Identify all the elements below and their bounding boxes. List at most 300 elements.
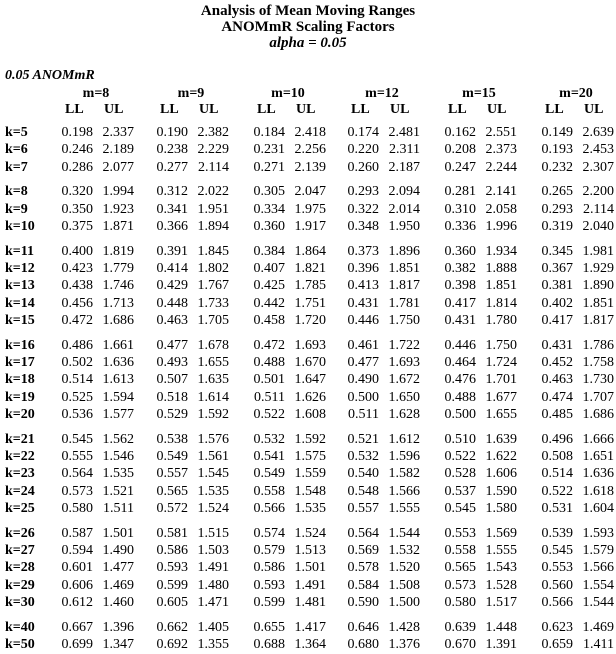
ul-cell: 2.077 bbox=[102, 159, 134, 175]
ll-cell: 0.286 bbox=[61, 159, 93, 175]
sub-header-ul: UL bbox=[390, 102, 410, 117]
ul-cell: 1.576 bbox=[197, 431, 229, 447]
ll-cell: 0.548 bbox=[347, 483, 379, 499]
ul-cell: 1.730 bbox=[582, 372, 614, 388]
ul-cell: 1.618 bbox=[582, 483, 614, 499]
ul-cell: 1.929 bbox=[582, 261, 614, 277]
ul-cell: 1.501 bbox=[102, 525, 134, 541]
ll-cell: 0.375 bbox=[61, 219, 93, 234]
ll-cell: 0.606 bbox=[61, 577, 93, 593]
table-row bbox=[0, 543, 616, 560]
ul-cell: 1.612 bbox=[388, 431, 420, 447]
ll-cell: 0.569 bbox=[347, 543, 379, 559]
ul-cell: 1.817 bbox=[582, 313, 614, 328]
ll-cell: 0.345 bbox=[541, 243, 573, 259]
ul-cell: 1.655 bbox=[485, 407, 517, 422]
ul-cell: 1.469 bbox=[582, 619, 614, 635]
ul-cell: 1.975 bbox=[294, 201, 326, 217]
section-label: 0.05 ANOMmR bbox=[5, 68, 95, 83]
ul-cell: 2.481 bbox=[388, 125, 420, 140]
ll-cell: 0.472 bbox=[253, 337, 285, 353]
row-label: k=6 bbox=[5, 142, 28, 158]
column-header: m=15 bbox=[462, 86, 496, 101]
ul-cell: 1.750 bbox=[388, 313, 420, 328]
ll-cell: 0.265 bbox=[541, 184, 573, 200]
ll-cell: 0.538 bbox=[156, 431, 188, 447]
ul-cell: 1.636 bbox=[582, 466, 614, 482]
ll-cell: 0.581 bbox=[156, 525, 188, 541]
ul-cell: 2.229 bbox=[197, 142, 229, 158]
ll-cell: 0.476 bbox=[444, 372, 476, 388]
ul-cell: 1.713 bbox=[102, 295, 134, 311]
ll-cell: 0.350 bbox=[61, 201, 93, 217]
ul-cell: 1.515 bbox=[197, 525, 229, 541]
ll-cell: 0.446 bbox=[444, 337, 476, 353]
ll-cell: 0.423 bbox=[61, 261, 93, 277]
ul-cell: 2.418 bbox=[294, 125, 326, 140]
ul-cell: 1.535 bbox=[294, 501, 326, 516]
table-row bbox=[0, 296, 616, 313]
ll-cell: 0.472 bbox=[61, 313, 93, 328]
ll-cell: 0.320 bbox=[61, 184, 93, 200]
ll-cell: 0.507 bbox=[156, 372, 188, 388]
ul-cell: 1.491 bbox=[197, 560, 229, 576]
ul-cell: 1.535 bbox=[197, 483, 229, 499]
ul-cell: 1.500 bbox=[388, 595, 420, 610]
ul-cell: 1.655 bbox=[197, 355, 229, 371]
ll-cell: 0.564 bbox=[61, 466, 93, 482]
ll-cell: 0.699 bbox=[61, 637, 93, 653]
ll-cell: 0.572 bbox=[156, 501, 188, 516]
ul-cell: 1.647 bbox=[294, 372, 326, 388]
ll-cell: 0.529 bbox=[156, 407, 188, 422]
ul-cell: 2.639 bbox=[582, 125, 614, 140]
ll-cell: 0.381 bbox=[541, 278, 573, 294]
ul-cell: 1.896 bbox=[388, 243, 420, 259]
ll-cell: 0.566 bbox=[253, 501, 285, 516]
sub-header-ul: UL bbox=[296, 102, 316, 117]
ul-cell: 1.428 bbox=[388, 619, 420, 635]
ul-cell: 1.733 bbox=[197, 295, 229, 311]
ul-cell: 1.678 bbox=[197, 337, 229, 353]
ll-cell: 0.549 bbox=[156, 449, 188, 465]
ul-cell: 1.524 bbox=[294, 525, 326, 541]
title-block bbox=[0, 3, 616, 51]
row-label: k=16 bbox=[5, 337, 35, 353]
ul-cell: 1.651 bbox=[582, 449, 614, 465]
row-label: k=8 bbox=[5, 184, 28, 200]
ul-cell: 1.566 bbox=[388, 483, 420, 499]
ul-cell: 1.543 bbox=[485, 560, 517, 576]
ll-cell: 0.528 bbox=[444, 466, 476, 482]
row-label: k=14 bbox=[5, 295, 35, 311]
ul-cell: 2.040 bbox=[582, 219, 614, 234]
ll-cell: 0.555 bbox=[61, 449, 93, 465]
ll-cell: 0.461 bbox=[347, 337, 379, 353]
ul-cell: 1.934 bbox=[485, 243, 517, 259]
ll-cell: 0.402 bbox=[541, 295, 573, 311]
ul-cell: 1.951 bbox=[197, 201, 229, 217]
row-label: k=12 bbox=[5, 261, 35, 277]
ll-cell: 0.198 bbox=[61, 125, 93, 140]
ll-cell: 0.490 bbox=[347, 372, 379, 388]
table-row bbox=[0, 595, 616, 612]
ul-cell: 1.851 bbox=[582, 295, 614, 311]
ll-cell: 0.553 bbox=[444, 525, 476, 541]
ul-cell: 1.746 bbox=[102, 278, 134, 294]
ll-cell: 0.599 bbox=[253, 595, 285, 610]
ll-cell: 0.532 bbox=[253, 431, 285, 447]
row-label: k=22 bbox=[5, 449, 35, 465]
column-header: m=8 bbox=[82, 86, 110, 101]
ll-cell: 0.522 bbox=[253, 407, 285, 422]
sub-header-ll: LL bbox=[351, 102, 370, 117]
row-label: k=30 bbox=[5, 595, 35, 610]
ll-cell: 0.586 bbox=[253, 560, 285, 576]
ul-cell: 1.545 bbox=[197, 466, 229, 482]
ll-cell: 0.688 bbox=[253, 637, 285, 653]
ll-cell: 0.429 bbox=[156, 278, 188, 294]
ll-cell: 0.366 bbox=[156, 219, 188, 234]
ll-cell: 0.521 bbox=[347, 431, 379, 447]
row-label: k=29 bbox=[5, 577, 35, 593]
ll-cell: 0.545 bbox=[61, 431, 93, 447]
ll-cell: 0.565 bbox=[444, 560, 476, 576]
ul-cell: 2.453 bbox=[582, 142, 614, 158]
ll-cell: 0.367 bbox=[541, 261, 573, 277]
row-label: k=9 bbox=[5, 201, 28, 217]
row-label: k=19 bbox=[5, 389, 35, 405]
column-header: m=9 bbox=[177, 86, 205, 101]
sub-header-ll: LL bbox=[160, 102, 179, 117]
ul-cell: 1.391 bbox=[485, 637, 517, 653]
ll-cell: 0.220 bbox=[347, 142, 379, 158]
ul-cell: 1.670 bbox=[294, 355, 326, 371]
row-label: k=21 bbox=[5, 431, 35, 447]
ll-cell: 0.360 bbox=[444, 243, 476, 259]
ll-cell: 0.541 bbox=[253, 449, 285, 465]
ul-cell: 2.307 bbox=[582, 159, 614, 175]
ul-cell: 1.559 bbox=[294, 466, 326, 482]
ll-cell: 0.578 bbox=[347, 560, 379, 576]
ul-cell: 2.014 bbox=[388, 201, 420, 217]
ul-cell: 1.405 bbox=[197, 619, 229, 635]
ll-cell: 0.522 bbox=[541, 483, 573, 499]
ul-cell: 1.469 bbox=[102, 577, 134, 593]
ul-cell: 1.888 bbox=[485, 261, 517, 277]
table-row bbox=[0, 526, 616, 543]
ll-cell: 0.514 bbox=[61, 372, 93, 388]
ul-cell: 1.604 bbox=[582, 501, 614, 516]
table-row bbox=[0, 637, 616, 654]
ul-cell: 1.562 bbox=[102, 431, 134, 447]
ul-cell: 1.720 bbox=[294, 313, 326, 328]
ll-cell: 0.260 bbox=[347, 159, 379, 175]
ul-cell: 1.577 bbox=[102, 407, 134, 422]
ll-cell: 0.391 bbox=[156, 243, 188, 259]
ll-cell: 0.573 bbox=[444, 577, 476, 593]
ll-cell: 0.531 bbox=[541, 501, 573, 516]
ll-cell: 0.537 bbox=[444, 483, 476, 499]
table-row bbox=[0, 372, 616, 389]
ul-cell: 2.139 bbox=[294, 159, 326, 175]
table-row bbox=[0, 261, 616, 278]
ul-cell: 1.579 bbox=[582, 543, 614, 559]
ul-cell: 2.094 bbox=[388, 184, 420, 200]
table-row bbox=[0, 560, 616, 577]
ul-cell: 2.256 bbox=[294, 142, 326, 158]
ul-cell: 1.622 bbox=[485, 449, 517, 465]
ll-cell: 0.400 bbox=[61, 243, 93, 259]
table-row bbox=[0, 432, 616, 449]
ul-cell: 1.606 bbox=[485, 466, 517, 482]
row-label: k=25 bbox=[5, 501, 35, 516]
ll-cell: 0.522 bbox=[444, 449, 476, 465]
ll-cell: 0.190 bbox=[156, 125, 188, 140]
ul-cell: 1.635 bbox=[197, 372, 229, 388]
ul-cell: 1.364 bbox=[294, 637, 326, 653]
ul-cell: 1.750 bbox=[485, 337, 517, 353]
ul-cell: 1.596 bbox=[388, 449, 420, 465]
ul-cell: 1.347 bbox=[102, 637, 134, 653]
ll-cell: 0.580 bbox=[444, 595, 476, 610]
ll-cell: 0.431 bbox=[541, 337, 573, 353]
sub-header-ll: LL bbox=[545, 102, 564, 117]
ul-cell: 1.781 bbox=[388, 295, 420, 311]
ll-cell: 0.574 bbox=[253, 525, 285, 541]
ll-cell: 0.452 bbox=[541, 355, 573, 371]
ll-cell: 0.464 bbox=[444, 355, 476, 371]
ll-cell: 0.348 bbox=[347, 219, 379, 234]
ul-cell: 1.871 bbox=[102, 219, 134, 234]
row-label: k=11 bbox=[5, 243, 34, 259]
table-row bbox=[0, 449, 616, 466]
ll-cell: 0.396 bbox=[347, 261, 379, 277]
ll-cell: 0.477 bbox=[156, 337, 188, 353]
sub-header-ul: UL bbox=[199, 102, 219, 117]
ll-cell: 0.586 bbox=[156, 543, 188, 559]
title-line-2: ANOMmR Scaling Factors bbox=[221, 19, 395, 35]
ll-cell: 0.545 bbox=[444, 501, 476, 516]
ll-cell: 0.277 bbox=[156, 159, 188, 175]
ul-cell: 1.477 bbox=[102, 560, 134, 576]
ll-cell: 0.500 bbox=[444, 407, 476, 422]
ll-cell: 0.360 bbox=[253, 219, 285, 234]
ll-cell: 0.193 bbox=[541, 142, 573, 158]
ul-cell: 1.661 bbox=[102, 337, 134, 353]
row-label: k=7 bbox=[5, 159, 28, 175]
ul-cell: 1.821 bbox=[294, 261, 326, 277]
ll-cell: 0.553 bbox=[541, 560, 573, 576]
ll-cell: 0.431 bbox=[347, 295, 379, 311]
ll-cell: 0.502 bbox=[61, 355, 93, 371]
ll-cell: 0.549 bbox=[253, 466, 285, 482]
ll-cell: 0.573 bbox=[61, 483, 93, 499]
ll-cell: 0.417 bbox=[541, 313, 573, 328]
ll-cell: 0.508 bbox=[541, 449, 573, 465]
ul-cell: 1.613 bbox=[102, 372, 134, 388]
ll-cell: 0.590 bbox=[347, 595, 379, 610]
ul-cell: 1.923 bbox=[102, 201, 134, 217]
ll-cell: 0.558 bbox=[444, 543, 476, 559]
ll-cell: 0.680 bbox=[347, 637, 379, 653]
ul-cell: 1.817 bbox=[388, 278, 420, 294]
ul-cell: 1.580 bbox=[485, 501, 517, 516]
ll-cell: 0.593 bbox=[156, 560, 188, 576]
ll-cell: 0.525 bbox=[61, 389, 93, 405]
ul-cell: 1.819 bbox=[102, 243, 134, 259]
table-row bbox=[0, 620, 616, 637]
ll-cell: 0.293 bbox=[541, 201, 573, 217]
ul-cell: 1.767 bbox=[197, 278, 229, 294]
row-label: k=24 bbox=[5, 483, 35, 499]
ll-cell: 0.662 bbox=[156, 619, 188, 635]
ll-cell: 0.271 bbox=[253, 159, 285, 175]
ll-cell: 0.532 bbox=[347, 449, 379, 465]
ul-cell: 1.996 bbox=[485, 219, 517, 234]
ul-cell: 1.532 bbox=[388, 543, 420, 559]
ul-cell: 1.575 bbox=[294, 449, 326, 465]
ll-cell: 0.599 bbox=[156, 577, 188, 593]
ul-cell: 1.666 bbox=[582, 431, 614, 447]
ul-cell: 1.650 bbox=[388, 389, 420, 405]
ll-cell: 0.558 bbox=[253, 483, 285, 499]
ll-cell: 0.208 bbox=[444, 142, 476, 158]
ll-cell: 0.463 bbox=[156, 313, 188, 328]
ll-cell: 0.545 bbox=[541, 543, 573, 559]
ul-cell: 1.554 bbox=[582, 577, 614, 593]
ul-cell: 1.677 bbox=[485, 389, 517, 405]
title-line-3: alpha = 0.05 bbox=[269, 35, 347, 51]
ul-cell: 1.417 bbox=[294, 619, 326, 635]
ul-cell: 1.894 bbox=[197, 219, 229, 234]
ul-cell: 1.614 bbox=[197, 389, 229, 405]
ul-cell: 1.555 bbox=[485, 543, 517, 559]
ll-cell: 0.486 bbox=[61, 337, 93, 353]
ul-cell: 1.851 bbox=[388, 261, 420, 277]
ll-cell: 0.425 bbox=[253, 278, 285, 294]
ul-cell: 1.802 bbox=[197, 261, 229, 277]
ll-cell: 0.431 bbox=[444, 313, 476, 328]
ul-cell: 1.592 bbox=[294, 431, 326, 447]
row-label: k=27 bbox=[5, 543, 35, 559]
ll-cell: 0.579 bbox=[253, 543, 285, 559]
ul-cell: 2.141 bbox=[485, 184, 517, 200]
row-label: k=20 bbox=[5, 407, 35, 422]
ul-cell: 1.785 bbox=[294, 278, 326, 294]
ul-cell: 1.626 bbox=[294, 389, 326, 405]
ul-cell: 1.780 bbox=[485, 313, 517, 328]
ul-cell: 1.566 bbox=[582, 560, 614, 576]
ul-cell: 2.200 bbox=[582, 184, 614, 200]
ul-cell: 1.592 bbox=[197, 407, 229, 422]
row-label: k=26 bbox=[5, 525, 35, 541]
ul-cell: 1.701 bbox=[485, 372, 517, 388]
ll-cell: 0.493 bbox=[156, 355, 188, 371]
table-row bbox=[0, 501, 616, 518]
ll-cell: 0.398 bbox=[444, 278, 476, 294]
sub-header-ul: UL bbox=[584, 102, 604, 117]
ll-cell: 0.594 bbox=[61, 543, 93, 559]
ll-cell: 0.580 bbox=[61, 501, 93, 516]
ll-cell: 0.238 bbox=[156, 142, 188, 158]
ul-cell: 1.786 bbox=[582, 337, 614, 353]
ll-cell: 0.442 bbox=[253, 295, 285, 311]
sub-header-ul: UL bbox=[487, 102, 507, 117]
ll-cell: 0.488 bbox=[444, 389, 476, 405]
ll-cell: 0.557 bbox=[347, 501, 379, 516]
ll-cell: 0.560 bbox=[541, 577, 573, 593]
ul-cell: 1.535 bbox=[102, 466, 134, 482]
ll-cell: 0.511 bbox=[348, 407, 379, 422]
ul-cell: 1.548 bbox=[294, 483, 326, 499]
sub-header-ll: LL bbox=[257, 102, 276, 117]
ul-cell: 1.460 bbox=[102, 595, 134, 610]
ll-cell: 0.162 bbox=[444, 125, 476, 140]
ll-cell: 0.438 bbox=[61, 278, 93, 294]
ul-cell: 1.481 bbox=[294, 595, 326, 610]
ll-cell: 0.612 bbox=[61, 595, 93, 610]
ul-cell: 1.724 bbox=[485, 355, 517, 371]
ul-cell: 2.337 bbox=[102, 125, 134, 140]
ll-cell: 0.414 bbox=[156, 261, 188, 277]
row-label: k=50 bbox=[5, 637, 35, 653]
ul-cell: 1.779 bbox=[102, 261, 134, 277]
ll-cell: 0.384 bbox=[253, 243, 285, 259]
ll-cell: 0.373 bbox=[347, 243, 379, 259]
ll-cell: 0.477 bbox=[347, 355, 379, 371]
ll-cell: 0.463 bbox=[541, 372, 573, 388]
ll-cell: 0.623 bbox=[541, 619, 573, 635]
ul-cell: 2.244 bbox=[485, 159, 517, 175]
ul-cell: 1.471 bbox=[197, 595, 229, 610]
row-label: k=18 bbox=[5, 372, 35, 388]
ll-cell: 0.639 bbox=[444, 619, 476, 635]
ll-cell: 0.305 bbox=[253, 184, 285, 200]
ul-cell: 2.189 bbox=[102, 142, 134, 158]
ll-cell: 0.540 bbox=[347, 466, 379, 482]
row-label: k=5 bbox=[5, 125, 28, 140]
ul-cell: 1.355 bbox=[197, 637, 229, 653]
ul-cell: 1.686 bbox=[582, 407, 614, 422]
ll-cell: 0.593 bbox=[253, 577, 285, 593]
row-label: k=28 bbox=[5, 560, 35, 576]
ll-cell: 0.485 bbox=[541, 407, 573, 422]
ll-cell: 0.659 bbox=[541, 637, 573, 653]
ul-cell: 1.693 bbox=[388, 355, 420, 371]
row-label: k=17 bbox=[5, 355, 35, 371]
ll-cell: 0.232 bbox=[541, 159, 573, 175]
ul-cell: 1.917 bbox=[294, 219, 326, 234]
table-row bbox=[0, 355, 616, 372]
row-label: k=10 bbox=[5, 219, 35, 234]
ll-cell: 0.692 bbox=[156, 637, 188, 653]
ul-cell: 1.513 bbox=[294, 543, 326, 559]
ul-cell: 1.501 bbox=[294, 560, 326, 576]
ul-cell: 1.628 bbox=[388, 407, 420, 422]
ul-cell: 2.187 bbox=[388, 159, 420, 175]
ll-cell: 0.281 bbox=[444, 184, 476, 200]
row-label: k=40 bbox=[5, 619, 35, 635]
sub-header-ll: LL bbox=[65, 102, 84, 117]
ll-cell: 0.247 bbox=[444, 159, 476, 175]
ll-cell: 0.231 bbox=[253, 142, 285, 158]
ul-cell: 1.693 bbox=[294, 337, 326, 353]
ll-cell: 0.322 bbox=[347, 201, 379, 217]
ul-cell: 1.594 bbox=[102, 389, 134, 405]
ul-cell: 1.950 bbox=[388, 219, 420, 234]
ul-cell: 1.851 bbox=[485, 278, 517, 294]
